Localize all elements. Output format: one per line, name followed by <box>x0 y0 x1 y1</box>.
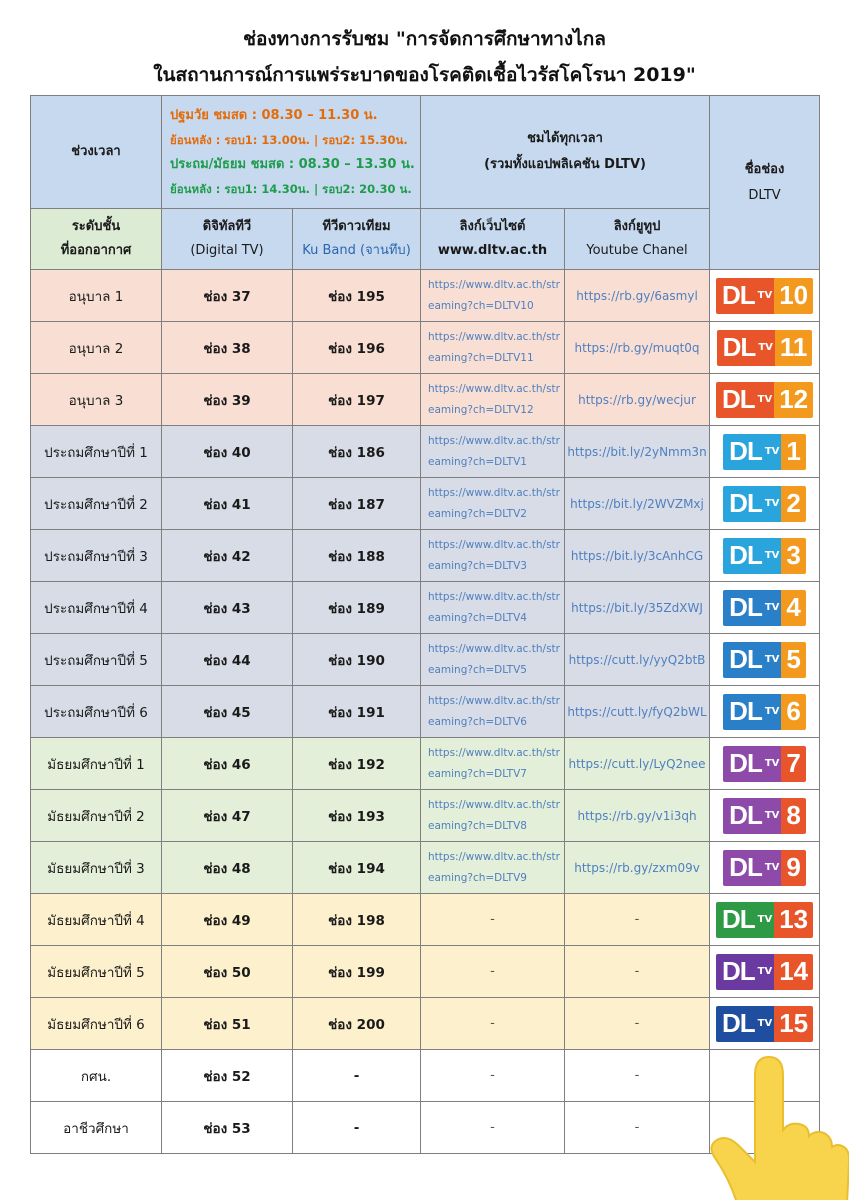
sat-line1: ทีวีดาวเทียม <box>322 219 391 234</box>
satellite-channel-cell: ช่อง 190 <box>293 634 421 686</box>
digital-channel-cell: ช่อง 41 <box>162 478 293 530</box>
dltv-logo <box>723 694 806 730</box>
website-link[interactable]: https://www.dltv.ac.th/streaming?ch=DLTV1 <box>421 426 565 478</box>
logo-tv-text: TV <box>765 694 782 730</box>
logo-dl-text: DL <box>716 382 758 418</box>
logo-dl-text: DL <box>723 590 765 626</box>
header-anytime <box>421 96 710 209</box>
page-title-line2: ในสถานการณ์การแพร่ระบาดของโรคติดเชื้อไวรัสโคโรนา 2019" <box>153 64 696 86</box>
logo-number: 15 <box>774 1006 813 1042</box>
table-row <box>31 946 820 998</box>
ps-live-text: ประถม/มัธยม ชมสด : 08.30 – 13.30 น. <box>170 157 415 172</box>
satellite-channel-cell: ช่อง 192 <box>293 738 421 790</box>
table-row <box>31 322 820 374</box>
header-row-1 <box>31 96 820 209</box>
header-digital <box>162 209 293 270</box>
table-row <box>31 478 820 530</box>
header-row-2 <box>31 209 820 270</box>
youtube-link[interactable]: https://bit.ly/35ZdXWJ <box>565 582 710 634</box>
digital-channel-cell: ช่อง 53 <box>162 1102 293 1154</box>
logo-tv-text: TV <box>765 642 782 678</box>
logo-number: 4 <box>781 590 805 626</box>
satellite-channel-cell: - <box>293 1050 421 1102</box>
youtube-link[interactable]: https://rb.gy/v1i3qh <box>565 790 710 842</box>
website-link: - <box>421 894 565 946</box>
dltv-logo <box>716 902 813 938</box>
kg-live-text: ปฐมวัย ชมสด : 08.30 – 11.30 น. <box>170 108 378 123</box>
level-cell: ประถมศึกษาปีที่ 2 <box>31 478 162 530</box>
logo-number: 13 <box>774 902 813 938</box>
logo-tv-text: TV <box>758 330 775 366</box>
header-website <box>421 209 565 270</box>
digital-line2: (Digital TV) <box>190 243 264 258</box>
logo-tv-text: TV <box>758 1006 775 1042</box>
youtube-link: - <box>565 946 710 998</box>
digital-channel-cell: ช่อง 40 <box>162 426 293 478</box>
level-cell: กศน. <box>31 1050 162 1102</box>
logo-dl-text: DL <box>723 538 765 574</box>
logo-tv-text: TV <box>765 434 782 470</box>
yt-line1: ลิงก์ยูทูป <box>613 219 661 234</box>
level-line2: ที่ออกอากาศ <box>60 243 132 258</box>
satellite-channel-cell: ช่อง 198 <box>293 894 421 946</box>
logo-dl-text: DL <box>723 642 765 678</box>
satellite-channel-cell: ช่อง 186 <box>293 426 421 478</box>
digital-channel-cell: ช่อง 48 <box>162 842 293 894</box>
digital-channel-cell: ช่อง 49 <box>162 894 293 946</box>
level-cell: มัธยมศึกษาปีที่ 1 <box>31 738 162 790</box>
website-link[interactable]: https://www.dltv.ac.th/streaming?ch=DLTV7 <box>421 738 565 790</box>
logo-cell <box>710 374 820 426</box>
youtube-link: - <box>565 1050 710 1102</box>
logo-dl-text: DL <box>716 902 758 938</box>
youtube-link[interactable]: https://rb.gy/6asmyl <box>565 270 710 322</box>
channel-name-line1: ชื่อช่อง <box>744 161 785 177</box>
logo-dl-text: DL <box>716 1006 758 1042</box>
dltv-logo <box>723 590 806 626</box>
logo-cell <box>710 530 820 582</box>
logo-tv-text: TV <box>765 486 782 522</box>
ps-replay-text: ย้อนหลัง : รอบ1: 14.30น. | รอบ2: 20.30 น. <box>170 182 412 196</box>
digital-channel-cell: ช่อง 39 <box>162 374 293 426</box>
dltv-logo <box>716 1006 813 1042</box>
satellite-channel-cell: ช่อง 199 <box>293 946 421 998</box>
logo-cell <box>710 998 820 1050</box>
yt-line2: Youtube Chanel <box>586 243 688 258</box>
logo-cell <box>710 270 820 322</box>
website-link[interactable]: https://www.dltv.ac.th/streaming?ch=DLTV8 <box>421 790 565 842</box>
logo-dl-text: DL <box>723 798 765 834</box>
table-row <box>31 426 820 478</box>
header-time: ช่วงเวลา <box>31 96 162 209</box>
satellite-channel-cell: ช่อง 200 <box>293 998 421 1050</box>
logo-tv-text: TV <box>765 798 782 834</box>
dltv-logo <box>716 382 813 418</box>
dltv-logo <box>716 954 813 990</box>
logo-dl-text: DL <box>723 850 765 886</box>
table-row <box>31 634 820 686</box>
website-link[interactable]: https://www.dltv.ac.th/streaming?ch=DLTV3 <box>421 530 565 582</box>
website-link[interactable]: https://www.dltv.ac.th/streaming?ch=DLTV10 <box>421 270 565 322</box>
logo-cell <box>710 322 820 374</box>
youtube-link: - <box>565 894 710 946</box>
logo-dl-text: DL <box>716 954 758 990</box>
table-row <box>31 270 820 322</box>
table-row <box>31 582 820 634</box>
satellite-channel-cell: ช่อง 194 <box>293 842 421 894</box>
logo-number: 7 <box>781 746 805 782</box>
satellite-channel-cell: ช่อง 187 <box>293 478 421 530</box>
level-cell: ประถมศึกษาปีที่ 4 <box>31 582 162 634</box>
satellite-channel-cell: ช่อง 196 <box>293 322 421 374</box>
digital-channel-cell: ช่อง 50 <box>162 946 293 998</box>
channel-table <box>30 95 820 1154</box>
logo-tv-text: TV <box>758 278 775 314</box>
logo-tv-text: TV <box>765 850 782 886</box>
table-row <box>31 998 820 1050</box>
logo-dl-text: DL <box>723 486 765 522</box>
logo-cell <box>710 946 820 998</box>
youtube-link: - <box>565 998 710 1050</box>
logo-cell <box>710 582 820 634</box>
pointing-hand-icon <box>695 1045 849 1200</box>
logo-dl-text: DL <box>723 746 765 782</box>
level-cell: มัธยมศึกษาปีที่ 2 <box>31 790 162 842</box>
logo-number: 11 <box>775 330 813 366</box>
anytime-line2: (รวมทั้งแอปพลิเคชัน DLTV) <box>484 157 646 172</box>
logo-tv-text: TV <box>758 954 775 990</box>
dltv-logo <box>723 642 806 678</box>
website-link: - <box>421 1050 565 1102</box>
youtube-link[interactable]: https://bit.ly/3cAnhCG <box>565 530 710 582</box>
logo-cell <box>710 738 820 790</box>
logo-dl-text: DL <box>717 330 759 366</box>
level-cell: อาชีวศึกษา <box>31 1102 162 1154</box>
digital-channel-cell: ช่อง 52 <box>162 1050 293 1102</box>
logo-number: 12 <box>774 382 813 418</box>
logo-tv-text: TV <box>765 746 782 782</box>
logo-cell <box>710 790 820 842</box>
digital-channel-cell: ช่อง 46 <box>162 738 293 790</box>
table-row <box>31 686 820 738</box>
website-link[interactable]: https://www.dltv.ac.th/streaming?ch=DLTV5 <box>421 634 565 686</box>
logo-tv-text: TV <box>758 382 775 418</box>
channel-name-line2: DLTV <box>748 187 781 203</box>
dltv-logo <box>717 330 813 366</box>
satellite-channel-cell: - <box>293 1102 421 1154</box>
level-cell: อนุบาล 2 <box>31 322 162 374</box>
header-level <box>31 209 162 270</box>
header-satellite <box>293 209 421 270</box>
website-link[interactable]: https://www.dltv.ac.th/streaming?ch=DLTV4 <box>421 582 565 634</box>
dltv-logo <box>723 486 806 522</box>
web-line2: www.dltv.ac.th <box>437 243 548 258</box>
digital-channel-cell: ช่อง 51 <box>162 998 293 1050</box>
logo-cell <box>710 894 820 946</box>
logo-cell <box>710 478 820 530</box>
digital-channel-cell: ช่อง 47 <box>162 790 293 842</box>
table-row <box>31 842 820 894</box>
dltv-logo <box>723 434 806 470</box>
website-link[interactable]: https://www.dltv.ac.th/streaming?ch=DLTV12 <box>421 374 565 426</box>
satellite-channel-cell: ช่อง 188 <box>293 530 421 582</box>
youtube-link[interactable]: https://cutt.ly/fyQ2bWL <box>565 686 710 738</box>
digital-line1: ดิจิทัลทีวี <box>202 219 252 234</box>
level-cell: มัธยมศึกษาปีที่ 4 <box>31 894 162 946</box>
youtube-link[interactable]: https://bit.ly/2yNmm3n <box>565 426 710 478</box>
logo-number: 14 <box>774 954 813 990</box>
logo-cell <box>710 686 820 738</box>
satellite-channel-cell: ช่อง 189 <box>293 582 421 634</box>
logo-cell <box>710 426 820 478</box>
website-link[interactable]: https://www.dltv.ac.th/streaming?ch=DLTV9 <box>421 842 565 894</box>
table-row <box>31 894 820 946</box>
logo-number: 5 <box>781 642 805 678</box>
logo-tv-text: TV <box>765 538 782 574</box>
logo-tv-text: TV <box>758 902 775 938</box>
satellite-channel-cell: ช่อง 193 <box>293 790 421 842</box>
youtube-link[interactable]: https://cutt.ly/LyQ2nee <box>565 738 710 790</box>
logo-dl-text: DL <box>716 278 758 314</box>
kg-replay-text: ย้อนหลัง : รอบ1: 13.00น. | รอบ2: 15.30น. <box>170 133 408 147</box>
sat-line2: Ku Band (จานทึบ) <box>302 243 411 258</box>
logo-cell <box>710 634 820 686</box>
youtube-link[interactable]: https://bit.ly/2WVZMxj <box>565 478 710 530</box>
level-cell: มัธยมศึกษาปีที่ 3 <box>31 842 162 894</box>
website-link[interactable]: https://www.dltv.ac.th/streaming?ch=DLTV11 <box>421 322 565 374</box>
level-cell: อนุบาล 1 <box>31 270 162 322</box>
dltv-logo <box>723 746 806 782</box>
logo-number: 9 <box>781 850 805 886</box>
level-cell: ประถมศึกษาปีที่ 1 <box>31 426 162 478</box>
logo-dl-text: DL <box>723 434 765 470</box>
satellite-channel-cell: ช่อง 197 <box>293 374 421 426</box>
table-row <box>31 374 820 426</box>
logo-number: 1 <box>781 434 805 470</box>
level-cell: มัธยมศึกษาปีที่ 5 <box>31 946 162 998</box>
header-schedule <box>162 96 421 209</box>
level-cell: มัธยมศึกษาปีที่ 6 <box>31 998 162 1050</box>
logo-tv-text: TV <box>765 590 782 626</box>
youtube-link: - <box>565 1102 710 1154</box>
logo-cell <box>710 842 820 894</box>
satellite-channel-cell: ช่อง 191 <box>293 686 421 738</box>
logo-number: 8 <box>781 798 805 834</box>
table-row <box>31 738 820 790</box>
website-link: - <box>421 998 565 1050</box>
logo-dl-text: DL <box>723 694 765 730</box>
digital-channel-cell: ช่อง 42 <box>162 530 293 582</box>
youtube-link[interactable]: https://rb.gy/muqt0q <box>565 322 710 374</box>
level-line1: ระดับชั้น <box>71 219 121 234</box>
satellite-channel-cell: ช่อง 195 <box>293 270 421 322</box>
dltv-logo <box>723 798 806 834</box>
website-link[interactable]: https://www.dltv.ac.th/streaming?ch=DLTV6 <box>421 686 565 738</box>
logo-number: 10 <box>774 278 813 314</box>
page-title-line1: ช่องทางการรับชม "การจัดการศึกษาทางไกล <box>243 28 606 50</box>
header-youtube <box>565 209 710 270</box>
level-cell: อนุบาล 3 <box>31 374 162 426</box>
dltv-logo <box>723 850 806 886</box>
digital-channel-cell: ช่อง 43 <box>162 582 293 634</box>
youtube-link[interactable]: https://rb.gy/wecjur <box>565 374 710 426</box>
level-cell: ประถมศึกษาปีที่ 3 <box>31 530 162 582</box>
dltv-logo <box>716 278 813 314</box>
youtube-link[interactable]: https://cutt.ly/yyQ2btB <box>565 634 710 686</box>
table-row <box>31 530 820 582</box>
website-link: - <box>421 1102 565 1154</box>
dltv-logo <box>723 538 806 574</box>
logo-number: 3 <box>781 538 805 574</box>
digital-channel-cell: ช่อง 45 <box>162 686 293 738</box>
header-channel-name <box>710 96 820 270</box>
table-row <box>31 790 820 842</box>
level-cell: ประถมศึกษาปีที่ 6 <box>31 686 162 738</box>
youtube-link[interactable]: https://rb.gy/zxm09v <box>565 842 710 894</box>
anytime-line1: ชมได้ทุกเวลา <box>527 131 603 146</box>
logo-number: 2 <box>781 486 805 522</box>
digital-channel-cell: ช่อง 44 <box>162 634 293 686</box>
logo-number: 6 <box>781 694 805 730</box>
website-link: - <box>421 946 565 998</box>
level-cell: ประถมศึกษาปีที่ 5 <box>31 634 162 686</box>
digital-channel-cell: ช่อง 37 <box>162 270 293 322</box>
web-line1: ลิงก์เว็บไซต์ <box>459 219 526 234</box>
website-link[interactable]: https://www.dltv.ac.th/streaming?ch=DLTV2 <box>421 478 565 530</box>
digital-channel-cell: ช่อง 38 <box>162 322 293 374</box>
